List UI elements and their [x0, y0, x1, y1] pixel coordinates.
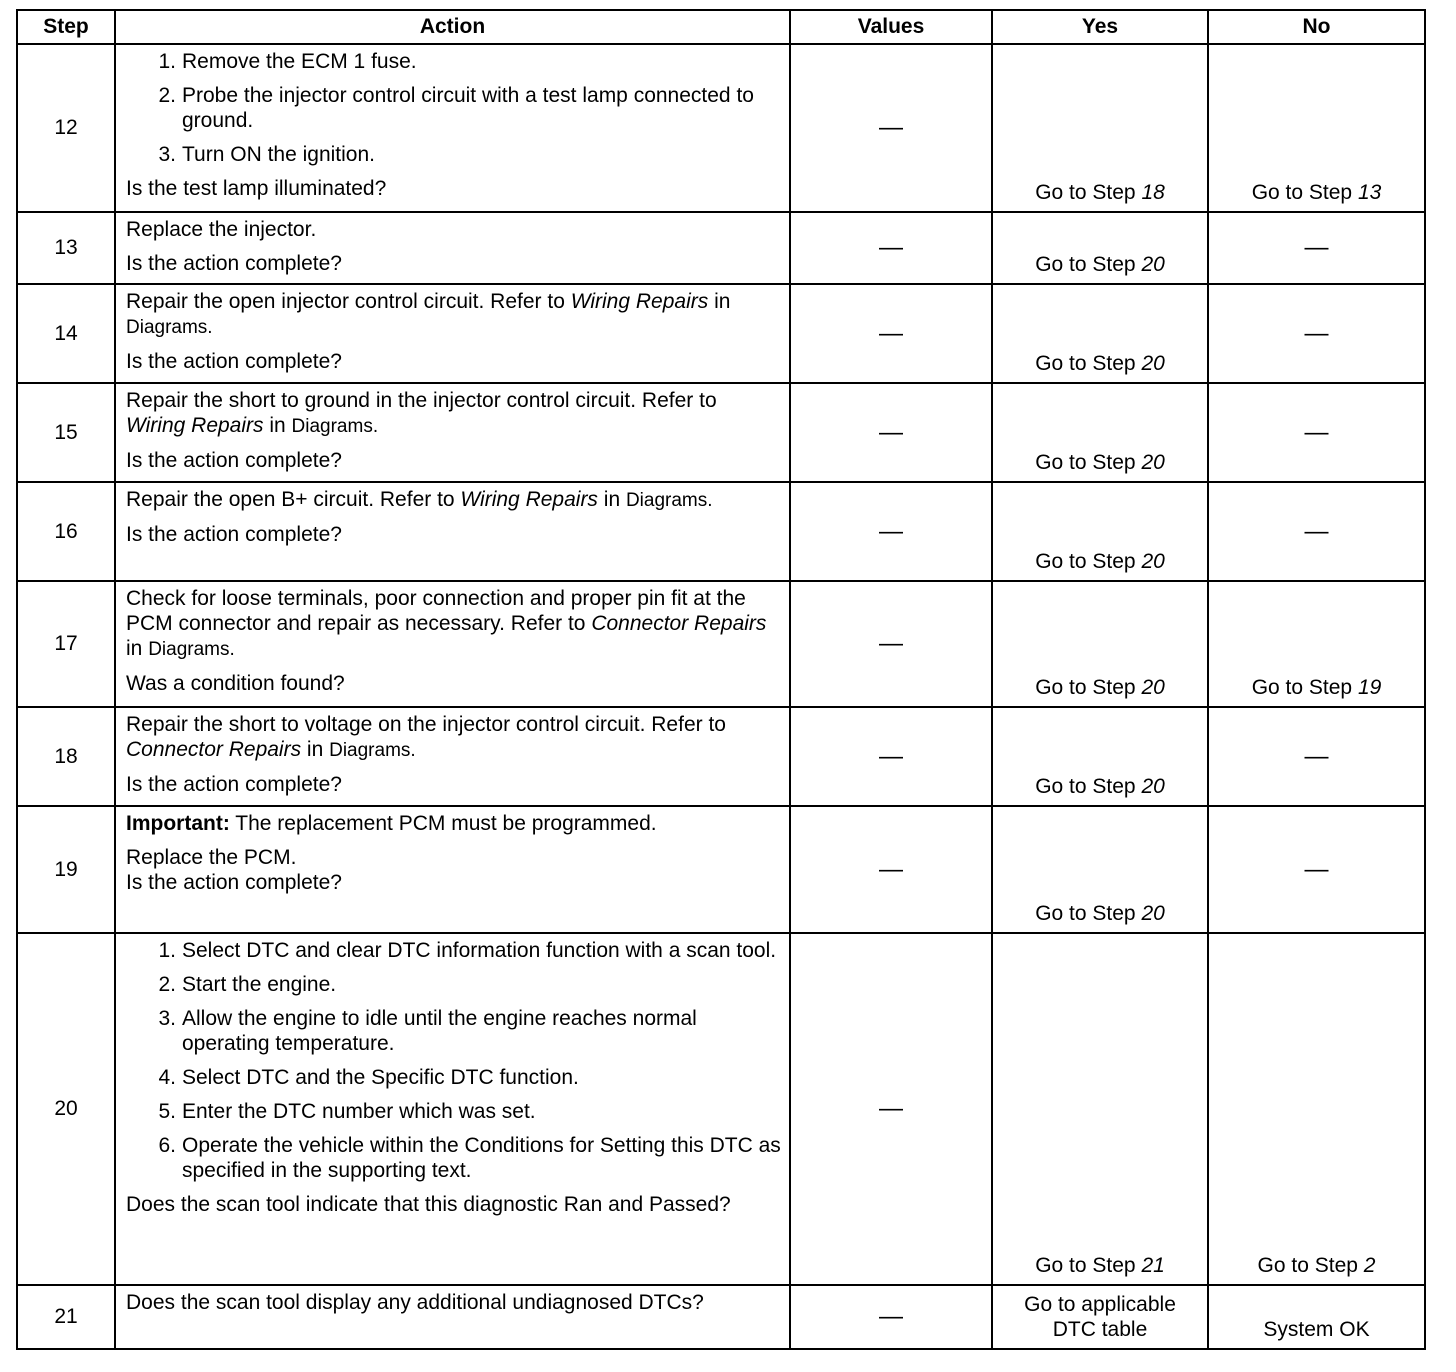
action-text: Repair the open injector control circuit. Refer to Wiring Repairs in Diagrams.: [126, 290, 731, 338]
reference-link-text: Connector Repairs: [591, 612, 767, 635]
header-yes: Yes: [992, 10, 1208, 44]
action-cell: [115, 933, 790, 1285]
action-cell: [115, 482, 790, 581]
important-note: Important: The replacement PCM must be programmed.: [126, 812, 657, 835]
step-number: 19: [17, 806, 115, 933]
no-cell: [1208, 44, 1425, 212]
no-cell: —: [1208, 284, 1425, 383]
header-action: Action: [115, 10, 790, 44]
action-cell: [115, 806, 790, 933]
yes-cell: [992, 1285, 1208, 1349]
yes-cell: [992, 707, 1208, 806]
go-to-label: Go to Step: [1035, 253, 1136, 276]
action-cell: [115, 581, 790, 707]
list-text: Select DTC and clear DTC information function with a scan tool.: [182, 939, 777, 962]
values-cell: —: [790, 383, 992, 482]
values-cell: —: [790, 44, 992, 212]
action-question: Does the scan tool display any additional undiagnosed DTCs?: [126, 1291, 704, 1314]
step-ref: 20: [1141, 550, 1165, 573]
action-question: Was a condition found?: [126, 672, 345, 695]
yes-line: Go to applicable: [1024, 1293, 1176, 1316]
step-ref: 20: [1141, 902, 1165, 925]
go-to-label: Go to Step: [1035, 1254, 1136, 1277]
step-ref: 20: [1141, 451, 1165, 474]
list-item: [148, 1065, 781, 1090]
list-number: 4.: [158, 1066, 176, 1089]
go-to-label: Go to Step: [1251, 181, 1353, 204]
yes-cell: [992, 933, 1208, 1285]
list-text: Enter the DTC number which was set.: [182, 1100, 536, 1123]
no-cell: —: [1208, 383, 1425, 482]
action-cell: [115, 383, 790, 482]
go-to-label: Go to Step: [1035, 181, 1136, 204]
action-text: Replace the PCM.: [126, 846, 297, 869]
values-cell: —: [790, 212, 992, 284]
yes-cell: [992, 44, 1208, 212]
list-number: 2.: [158, 973, 176, 996]
step-ref: 21: [1141, 1254, 1165, 1277]
reference-link-text: Connector Repairs: [126, 738, 302, 761]
list-text: Operate the vehicle within the Conditions for Setting this DTC as specified in the supporting text.: [182, 1134, 781, 1182]
step-ref: 20: [1141, 775, 1165, 798]
yes-cell: [992, 284, 1208, 383]
action-question: Is the action complete?: [126, 523, 342, 546]
instruction-list: [126, 938, 781, 1183]
list-text: Start the engine.: [182, 973, 337, 996]
step-ref: 2: [1363, 1254, 1376, 1277]
action-question: Is the action complete?: [126, 252, 342, 275]
action-cell: [115, 707, 790, 806]
action-question: Is the action complete?: [126, 773, 342, 796]
list-item: [148, 1006, 781, 1056]
step-number: 15: [17, 383, 115, 482]
list-item: [148, 49, 781, 74]
action-question: Is the action complete?: [126, 871, 342, 894]
action-cell: [115, 44, 790, 212]
header-values: Values: [790, 10, 992, 44]
table-row: [17, 707, 1425, 806]
action-cell: [115, 1285, 790, 1349]
list-number: 1.: [158, 50, 176, 73]
reference-link-text: Wiring Repairs: [570, 290, 709, 313]
go-to-label: Go to Step: [1257, 1254, 1358, 1277]
no-cell: —: [1208, 212, 1425, 284]
list-item: [148, 972, 781, 997]
action-question: Is the action complete?: [126, 350, 342, 373]
table-row: [17, 383, 1425, 482]
list-number: 3.: [158, 143, 176, 166]
no-cell: [1208, 933, 1425, 1285]
yes-line: DTC table: [1052, 1318, 1148, 1341]
go-to-label: Go to Step: [1035, 775, 1136, 798]
table-row: [17, 806, 1425, 933]
instruction-list: [126, 49, 781, 167]
yes-cell: [992, 482, 1208, 581]
action-question: Is the test lamp illuminated?: [126, 177, 387, 200]
list-item: [148, 938, 781, 963]
header-row: [17, 10, 1425, 44]
action-text: Repair the short to voltage on the injector control circuit. Refer to Connector Repairs in Diagrams.: [126, 713, 726, 761]
list-text: Probe the injector control circuit with a test lamp connected to ground.: [182, 84, 754, 132]
action-text: Repair the open B+ circuit. Refer to Wiring Repairs in Diagrams.: [126, 488, 713, 511]
values-cell: —: [790, 806, 992, 933]
step-number: 17: [17, 581, 115, 707]
header-step: Step: [17, 10, 115, 44]
action-question: Is the action complete?: [126, 449, 342, 472]
table-row: [17, 1285, 1425, 1349]
yes-cell: [992, 581, 1208, 707]
no-cell: [1208, 581, 1425, 707]
list-text: Select DTC and the Specific DTC function.: [182, 1066, 579, 1089]
step-number: 16: [17, 482, 115, 581]
action-cell: [115, 212, 790, 284]
list-number: 5.: [158, 1100, 176, 1123]
action-cell: [115, 284, 790, 383]
list-item: [148, 1099, 781, 1124]
table-row: [17, 44, 1425, 212]
no-cell: —: [1208, 806, 1425, 933]
go-to-label: Go to Step: [1251, 676, 1353, 699]
list-number: 3.: [158, 1007, 176, 1030]
table-row: [17, 933, 1425, 1285]
go-to-label: Go to Step: [1035, 902, 1136, 925]
go-to-label: Go to Step: [1035, 451, 1136, 474]
values-cell: —: [790, 284, 992, 383]
step-number: 13: [17, 212, 115, 284]
values-cell: —: [790, 482, 992, 581]
action-text: Check for loose terminals, poor connection and proper pin fit at the PCM connector and repair as necessary. Refer to Connector Repairs in Diagrams.: [126, 587, 767, 660]
list-item: [148, 83, 781, 133]
reference-link-text: Wiring Repairs: [460, 488, 598, 511]
action-question: Does the scan tool indicate that this diagnostic Ran and Passed?: [126, 1193, 731, 1216]
action-text: Replace the injector.: [126, 218, 317, 241]
list-text: Remove the ECM 1 fuse.: [182, 50, 417, 73]
action-text: Repair the short to ground in the injector control circuit. Refer to Wiring Repairs in Diagrams.: [126, 389, 717, 437]
no-cell: —: [1208, 482, 1425, 581]
step-number: 18: [17, 707, 115, 806]
list-number: 6.: [158, 1134, 176, 1157]
step-ref: 13: [1357, 181, 1382, 204]
list-number: 1.: [158, 939, 176, 962]
diagnostic-table: [16, 9, 1426, 1350]
values-cell: —: [790, 933, 992, 1285]
step-number: 12: [17, 44, 115, 212]
no-cell: —: [1208, 707, 1425, 806]
yes-cell: [992, 212, 1208, 284]
table-row: [17, 581, 1425, 707]
values-cell: —: [790, 1285, 992, 1349]
table-row: [17, 482, 1425, 581]
table-row: [17, 284, 1425, 383]
step-number: 21: [17, 1285, 115, 1349]
header-no: No: [1208, 10, 1425, 44]
go-to-label: Go to Step: [1035, 352, 1136, 375]
list-text: Turn ON the ignition.: [182, 143, 375, 166]
values-cell: —: [790, 581, 992, 707]
go-to-label: Go to Step: [1035, 550, 1136, 573]
step-ref: 19: [1357, 676, 1382, 699]
step-ref: 20: [1141, 676, 1165, 699]
step-ref: 18: [1141, 181, 1165, 204]
list-text: Allow the engine to idle until the engine reaches normal operating temperature.: [182, 1007, 697, 1055]
step-ref: 20: [1141, 352, 1165, 375]
list-number: 2.: [158, 84, 176, 107]
no-cell: System OK: [1208, 1285, 1425, 1349]
step-number: 20: [17, 933, 115, 1285]
step-number: 14: [17, 284, 115, 383]
list-item: [148, 142, 781, 167]
list-item: [148, 1133, 781, 1183]
step-ref: 20: [1141, 253, 1165, 276]
reference-link-text: Wiring Repairs: [126, 414, 264, 437]
values-cell: —: [790, 707, 992, 806]
important-label: Important:: [126, 812, 230, 835]
table-row: [17, 212, 1425, 284]
yes-cell: [992, 383, 1208, 482]
go-to-label: Go to Step: [1035, 676, 1136, 699]
yes-cell: [992, 806, 1208, 933]
